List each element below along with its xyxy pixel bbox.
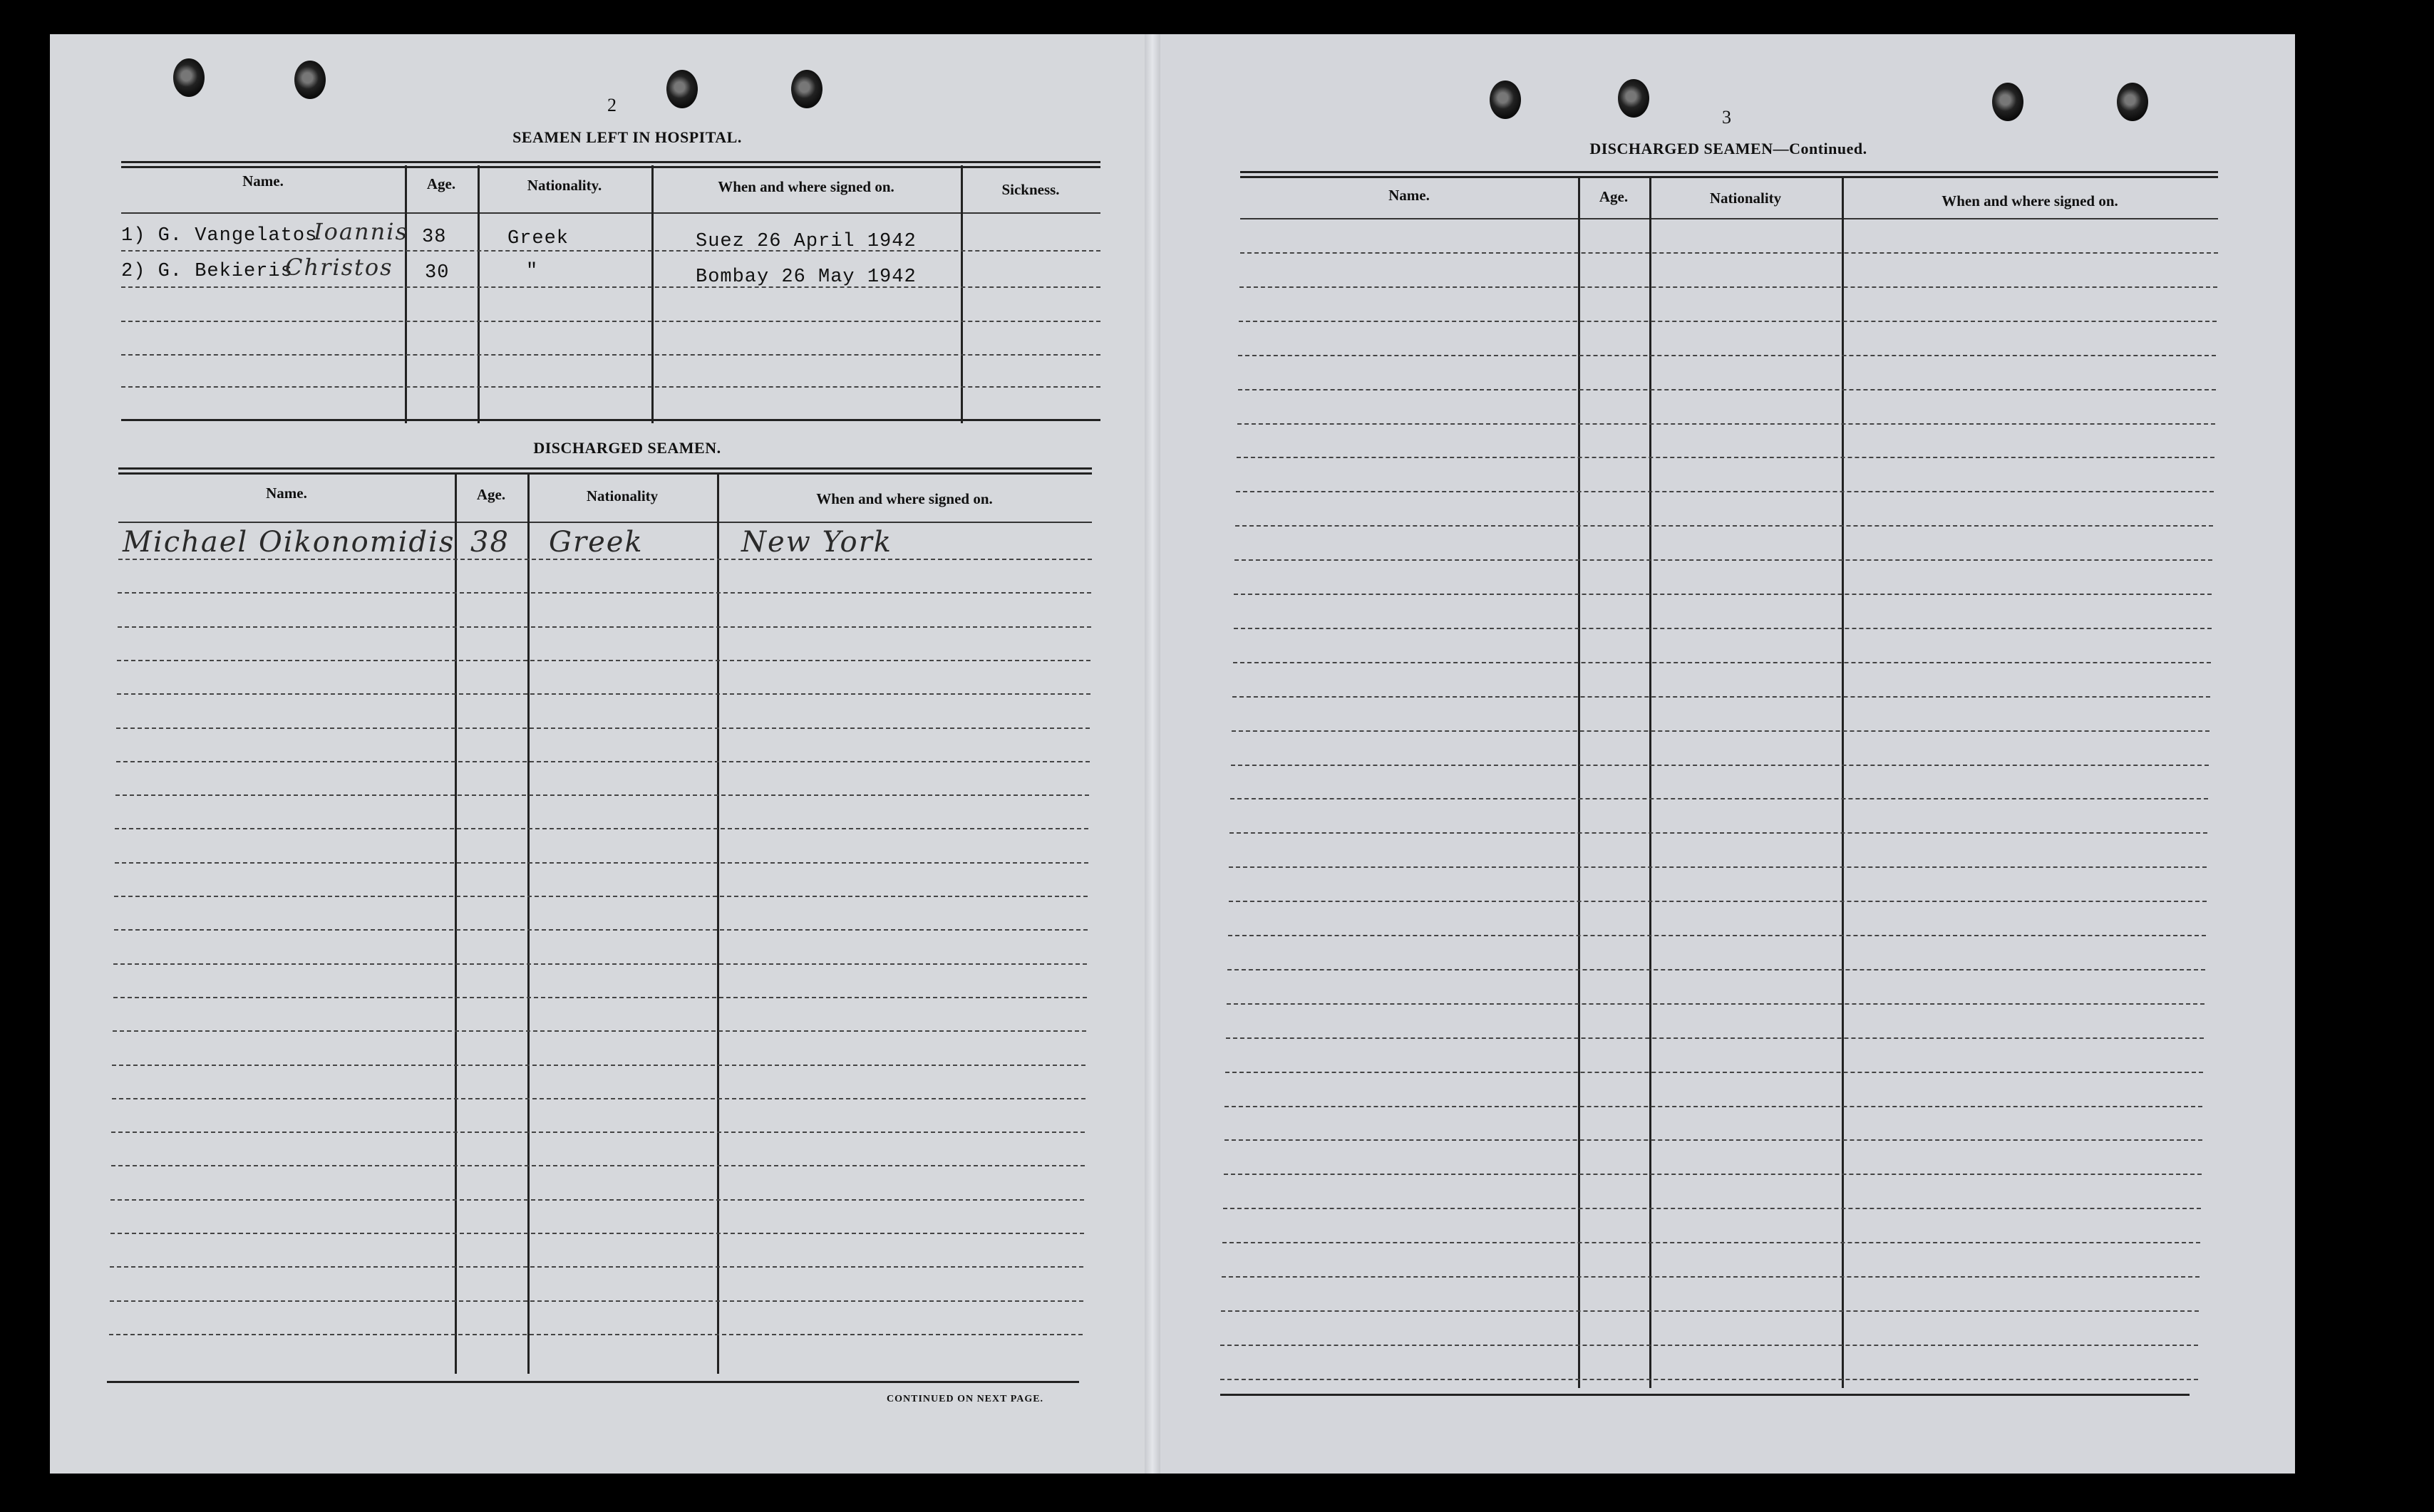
hospital-col-age: Age. <box>426 175 456 192</box>
row-line <box>1234 594 2212 595</box>
row-line <box>121 386 1100 388</box>
row-line <box>1238 389 2216 390</box>
row-line <box>1229 901 2207 902</box>
row-line <box>118 559 1092 560</box>
continued-table-bottom-rule <box>1220 1394 2190 1396</box>
row-line <box>1221 1310 2199 1312</box>
hospital-entry-nationality: Greek <box>507 228 569 249</box>
row-line <box>115 862 1088 864</box>
row-line <box>1226 1037 2204 1039</box>
discharged-header-rule <box>118 522 1092 523</box>
discharged-col-age: Age. <box>476 486 506 503</box>
hospital-col-sickness: Sickness. <box>1001 181 1060 198</box>
continued-footer: CONTINUED ON NEXT PAGE. <box>887 1394 1044 1404</box>
row-line <box>1237 457 2214 458</box>
row-line <box>1228 935 2206 936</box>
continued-col-name: Name. <box>1388 187 1430 204</box>
discharged-entry-signed-on: New York <box>741 526 892 559</box>
hospital-col-divider <box>651 165 654 423</box>
punch-hole <box>1992 83 2023 121</box>
row-line <box>1233 662 2211 663</box>
row-line <box>1229 832 2207 834</box>
continued-col-divider <box>1578 177 1580 1388</box>
hospital-col-nationality: Nationality. <box>527 177 602 194</box>
hospital-table-top-rule <box>121 161 1100 168</box>
hospital-col-name: Name. <box>242 172 284 190</box>
discharged-table-bottom-rule <box>107 1381 1079 1383</box>
right-page <box>1155 34 2295 1474</box>
punch-hole <box>294 61 326 99</box>
row-line <box>1234 559 2212 561</box>
hospital-header-rule <box>121 212 1100 214</box>
row-line <box>1220 1345 2198 1346</box>
continued-col-signed-on: When and where signed on. <box>1941 192 2118 209</box>
row-line <box>1223 1208 2201 1209</box>
row-line <box>118 592 1091 594</box>
row-line <box>1240 252 2218 254</box>
discharged-col-divider <box>717 473 719 1374</box>
page-fold <box>1145 34 1160 1474</box>
discharged-col-name: Name. <box>266 485 307 502</box>
discharged-entry-name: Michael Oikonomidis <box>123 526 455 559</box>
handwritten-first-name: Ioannis <box>314 218 408 245</box>
row-line <box>113 1030 1086 1032</box>
row-line <box>115 828 1088 829</box>
discharged-table-top-rule <box>118 467 1092 475</box>
row-line <box>1232 696 2210 698</box>
row-line <box>115 794 1089 796</box>
continued-col-divider <box>1842 177 1844 1388</box>
hospital-entry-signed-on: Bombay 26 May 1942 <box>696 266 917 288</box>
row-line <box>111 1165 1085 1166</box>
discharged-entry-nationality: Greek <box>549 526 644 559</box>
row-line <box>121 354 1100 356</box>
hospital-entry-signed-on: Suez 26 April 1942 <box>696 231 917 252</box>
hospital-col-divider <box>405 165 407 423</box>
hospital-entry-nationality: " <box>526 261 539 282</box>
row-line <box>1230 798 2208 799</box>
punch-hole <box>173 58 205 97</box>
hospital-col-divider <box>961 165 963 423</box>
continued-col-divider <box>1649 177 1651 1388</box>
row-line <box>109 1334 1083 1335</box>
hospital-entry-age: 38 <box>422 227 447 248</box>
row-line <box>117 660 1090 661</box>
row-line <box>1234 628 2212 629</box>
row-line <box>1227 969 2205 970</box>
punch-hole <box>2117 83 2148 121</box>
row-line <box>1224 1139 2202 1141</box>
row-line <box>1229 866 2207 868</box>
hospital-entry-age: 30 <box>425 262 450 284</box>
hospital-col-signed-on: When and where signed on. <box>718 178 894 195</box>
punch-hole <box>1618 79 1649 118</box>
row-line <box>1224 1174 2202 1175</box>
row-line <box>1235 525 2213 527</box>
handwritten-first-name: Christos <box>285 254 393 281</box>
row-line <box>113 963 1087 965</box>
punch-hole <box>1490 81 1521 119</box>
row-line <box>116 727 1090 729</box>
continued-col-age: Age. <box>1599 188 1629 205</box>
row-line <box>1239 286 2217 288</box>
row-line <box>1225 1072 2203 1073</box>
row-line <box>110 1233 1084 1234</box>
row-line <box>1231 765 2209 766</box>
page-number: 2 <box>607 95 617 115</box>
row-line <box>1227 1003 2204 1005</box>
row-line <box>112 1098 1085 1099</box>
hospital-entry-name: 1) G. Vangelatos <box>121 225 318 247</box>
row-line <box>121 286 1100 288</box>
discharged-col-nationality: Nationality <box>586 487 659 504</box>
hospital-entry-name: 2) G. Bekieris <box>121 261 293 282</box>
discharged-section-title: DISCHARGED SEAMEN. <box>533 439 721 457</box>
discharged-col-signed-on: When and where signed on. <box>816 490 993 507</box>
discharged-col-divider <box>527 473 530 1374</box>
row-line <box>110 1300 1083 1302</box>
row-line <box>110 1266 1083 1268</box>
hospital-table-bottom-rule <box>121 419 1100 421</box>
continued-col-nationality: Nationality <box>1709 190 1782 207</box>
row-line <box>111 1132 1085 1133</box>
row-line <box>1237 423 2215 425</box>
row-line <box>1239 321 2217 322</box>
continued-table-top-rule <box>1240 171 2218 178</box>
row-line <box>114 896 1088 897</box>
punch-hole <box>666 70 698 108</box>
row-line <box>116 761 1090 762</box>
row-line <box>1236 491 2214 492</box>
discharged-col-divider <box>455 473 457 1374</box>
row-line <box>118 626 1091 628</box>
row-line <box>1222 1242 2200 1243</box>
row-line <box>121 250 1100 252</box>
row-line <box>1224 1106 2202 1107</box>
hospital-section-title: SEAMEN LEFT IN HOSPITAL. <box>512 128 742 146</box>
discharged-continued-title: DISCHARGED SEAMEN—Continued. <box>1589 140 1867 157</box>
row-line <box>114 929 1088 931</box>
row-line <box>113 997 1087 998</box>
row-line <box>1232 730 2209 732</box>
row-line <box>112 1065 1085 1066</box>
row-line <box>1220 1379 2198 1380</box>
punch-hole <box>791 70 822 108</box>
row-line <box>1238 355 2216 356</box>
row-line <box>117 693 1090 695</box>
row-line <box>121 321 1100 322</box>
hospital-col-divider <box>478 165 480 423</box>
discharged-entry-age: 38 <box>470 526 510 559</box>
row-line <box>1222 1276 2200 1278</box>
page-number: 3 <box>1722 107 1731 128</box>
continued-header-rule <box>1240 218 2218 219</box>
row-line <box>110 1199 1084 1201</box>
